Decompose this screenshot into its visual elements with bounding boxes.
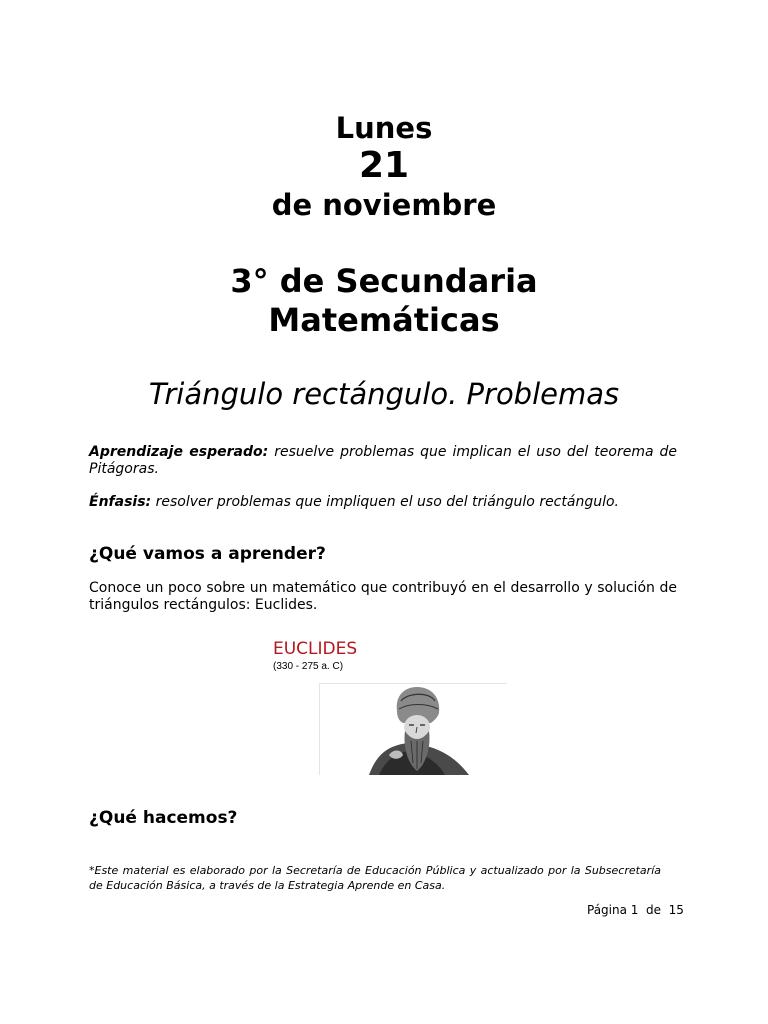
footnote: *Este material es elaborado por la Secretaría de Educación Pública y actualizado por la Subsecretaría de Educación Básica, a través de la Estrategia Aprende en Casa. bbox=[89, 864, 661, 892]
subject: Matemáticas bbox=[268, 301, 500, 339]
expected-learning bbox=[89, 444, 677, 478]
figure-caption-name: EUCLIDES bbox=[273, 639, 358, 659]
section-heading-what-do-we-do: ¿Qué hacemos? bbox=[89, 808, 238, 828]
page-number: Página 1 de 15 bbox=[587, 903, 684, 917]
day-number: 21 bbox=[358, 145, 410, 186]
expected-learning-text: resuelve problemas que implican el uso del teorema de Pitágoras. bbox=[89, 444, 677, 477]
expected-learning-label: Aprendizaje esperado: bbox=[89, 444, 269, 460]
month: de noviembre bbox=[271, 188, 497, 222]
emphasis-text: resolver problemas que impliquen el uso del triángulo rectángulo. bbox=[151, 494, 619, 510]
emphasis bbox=[89, 494, 677, 511]
emphasis-label: Énfasis: bbox=[89, 494, 152, 510]
euclid-portrait-image bbox=[319, 683, 507, 775]
figure-caption-dates: (330 - 275 a. C) bbox=[273, 661, 344, 672]
lesson-title: Triángulo rectángulo. Problemas bbox=[148, 377, 620, 411]
intro-paragraph: Conoce un poco sobre un matemático que contribuyó en el desarrollo y solución de triángulos rectángulos: Euclides. bbox=[89, 580, 677, 613]
section-heading-what-will-we-learn: ¿Qué vamos a aprender? bbox=[89, 544, 326, 564]
day-name: Lunes bbox=[335, 111, 433, 145]
grade-level: 3° de Secundaria bbox=[230, 262, 538, 300]
